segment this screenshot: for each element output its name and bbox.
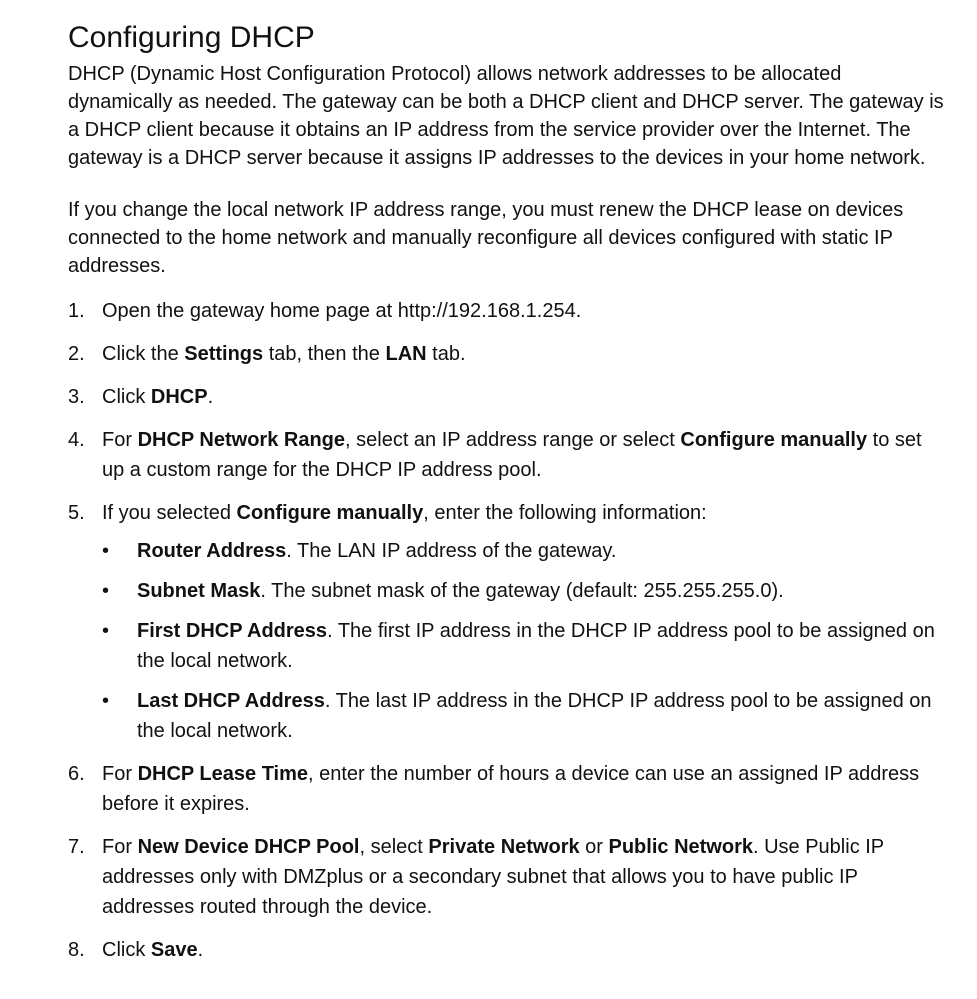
step-3 (68, 382, 948, 412)
ui-term-new-device-dhcp-pool: New Device DHCP Pool (137, 836, 360, 858)
field-description: . The first IP address in the DHCP IP address pool to be assigned on the local network. (137, 620, 935, 672)
step-text: For (102, 763, 138, 785)
list-item (102, 616, 948, 676)
step-6 (68, 759, 948, 819)
step-text: Click (102, 939, 151, 961)
ui-term-save: Save (150, 939, 198, 961)
step-text: If you selected (102, 502, 237, 524)
field-description: . The last IP address in the DHCP IP address pool to be assigned on the local network. (137, 690, 932, 742)
document (68, 18, 948, 978)
field-description: . The subnet mask of the gateway (default: 255.255.255.0). (260, 580, 784, 602)
ui-term-configure-manually: Configure manually (680, 429, 868, 451)
step-text: , select (359, 836, 429, 858)
step-number: 4. (68, 429, 85, 451)
field-term: Subnet Mask (137, 580, 261, 602)
step-number: 1. (68, 300, 85, 322)
step-text: Click (102, 386, 151, 408)
ui-term-dhcp-network-range: DHCP Network Range (137, 429, 346, 451)
step-1 (68, 296, 948, 326)
step-text: , select an IP address range or select (345, 429, 681, 451)
step-number: 3. (68, 386, 85, 408)
field-term: Router Address (137, 540, 287, 562)
step-text: or (579, 836, 609, 858)
bullet-icon: • (102, 540, 110, 562)
steps-list (68, 296, 948, 965)
step-number: 5. (68, 502, 85, 524)
ui-term-dhcp-lease-time: DHCP Lease Time (137, 763, 309, 785)
step-text: tab, then the (263, 343, 386, 365)
step-text: Open the gateway home page at http://192.168.1.254. (102, 300, 582, 322)
bullet-icon: • (102, 690, 110, 712)
step-number: 2. (68, 343, 85, 365)
ui-term-public-network: Public Network (608, 836, 753, 858)
ui-term-lan-tab: LAN (385, 343, 427, 365)
step-number: 7. (68, 836, 85, 858)
step-text: For (102, 836, 138, 858)
ui-term-settings-tab: Settings (184, 343, 264, 365)
warning-paragraph: If you change the local network IP address range, you must renew the DHCP lease on devices connected to the home network and manually reconfigure all devices configured with static IP addresses. (68, 199, 904, 277)
list-item (102, 576, 948, 606)
intro-paragraph: DHCP (Dynamic Host Configuration Protocol) allows network addresses to be allocated dynamically as needed. The gateway can be both a DHCP client and DHCP server. The gateway is a DHCP client because it obtains an IP address from the service provider over the Internet. The gateway is a DHCP server because it assigns IP addresses to the devices in your home network. (68, 63, 944, 169)
list-item (102, 536, 948, 566)
step-number: 6. (68, 763, 85, 785)
field-term: Last DHCP Address (137, 690, 325, 712)
step-4 (68, 425, 948, 485)
manual-config-fields-list (102, 536, 948, 746)
step-text: . Use Public IP addresses only with DMZplus or a secondary subnet that allows you to have public IP addresses routed through the device. (102, 836, 884, 918)
step-2 (68, 339, 948, 369)
ui-term-dhcp: DHCP (150, 386, 208, 408)
step-text: For (102, 429, 138, 451)
step-number: 8. (68, 939, 85, 961)
step-text: . (207, 386, 214, 408)
step-text: to set up a custom range for the DHCP IP address pool. (102, 429, 922, 481)
step-text: Click the (102, 343, 185, 365)
step-text: , enter the following information: (423, 502, 707, 524)
list-item (102, 686, 948, 746)
field-term: First DHCP Address (137, 620, 328, 642)
ui-term-private-network: Private Network (428, 836, 580, 858)
ui-term-configure-manually: Configure manually (236, 502, 424, 524)
step-text: , enter the number of hours a device can use an assigned IP address before it expires. (102, 763, 920, 815)
bullet-icon: • (102, 620, 110, 642)
step-7 (68, 832, 948, 922)
step-5 (68, 498, 948, 746)
page-title: Configuring DHCP (68, 21, 315, 54)
step-8 (68, 935, 948, 965)
step-text: tab. (426, 343, 466, 365)
step-text: . (197, 939, 204, 961)
bullet-icon: • (102, 580, 110, 602)
field-description: . The LAN IP address of the gateway. (286, 540, 617, 562)
